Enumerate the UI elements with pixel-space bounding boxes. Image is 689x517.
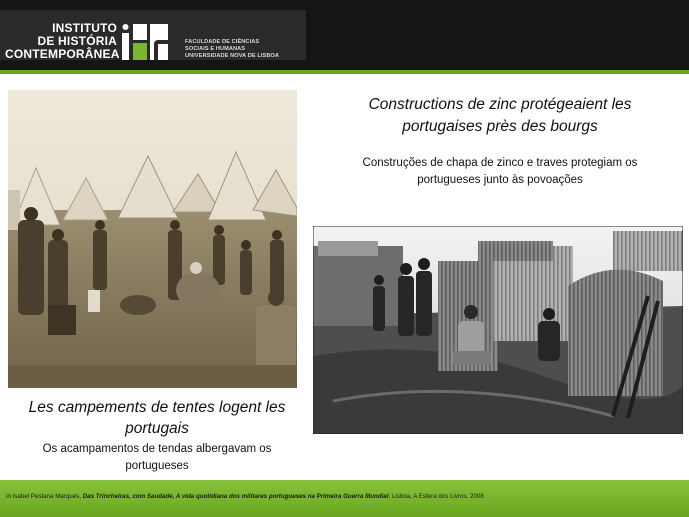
ihc-logo-icon bbox=[122, 24, 168, 64]
institute-line-2: DE HISTÓRIA bbox=[37, 34, 117, 48]
caption-zinc-french: Constructions de zinc protégeaient les portugaises près des bourgs bbox=[368, 96, 632, 135]
logo-panel bbox=[0, 10, 306, 60]
caption-tents-french: Les campements de tentes logent les portugais bbox=[28, 399, 286, 437]
faculty-line-1: FACULDADE DE CIÊNCIAS bbox=[185, 39, 260, 45]
photo-tent-encampment bbox=[8, 90, 297, 388]
institute-line-1: INSTITUTO bbox=[52, 21, 117, 35]
caption-zinc-portuguese: Construções de chapa de zinco e traves protegiam os portugueses junto às povoações bbox=[362, 157, 638, 186]
citation-book-title: Das Trincheiras, com Saudade, A vida quotidiana dos militares portugueses na Primeira Guerra Mundial bbox=[82, 493, 389, 500]
caption-tents-portuguese: Os acampamentos de tendas albergavam os portugueses bbox=[42, 443, 272, 472]
faculty-line-2: SOCIAIS E HUMANAS bbox=[185, 46, 246, 52]
header-accent-line bbox=[0, 70, 689, 74]
institute-line-3: CONTEMPORÂNEA bbox=[5, 47, 120, 61]
source-citation bbox=[6, 493, 686, 501]
footer-bar bbox=[0, 480, 689, 517]
institute-name bbox=[5, 21, 120, 61]
citation-prefix: in Isabel Pestana Marques, bbox=[6, 493, 83, 500]
photo-zinc-shelters bbox=[313, 226, 683, 434]
citation-suffix: , Lisboa, A Esfera dos Livros, 2008 bbox=[388, 493, 484, 500]
faculty-name bbox=[185, 39, 305, 60]
faculty-line-3: UNIVERSIDADE NOVA DE LISBOA bbox=[185, 53, 280, 59]
